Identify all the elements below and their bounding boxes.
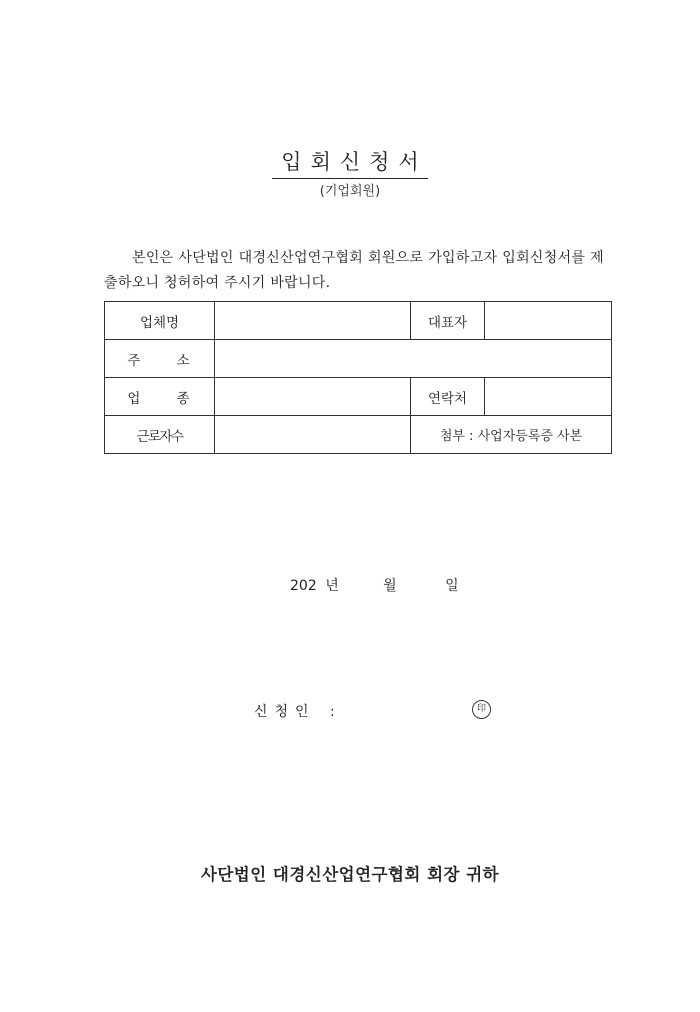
date-year-prefix: 202 <box>290 578 317 594</box>
date-year-unit: 년 <box>325 578 339 594</box>
attachment-note: 첨부 : 사업자등록증 사본 <box>411 416 612 454</box>
address-field[interactable] <box>215 340 612 378</box>
document-title-text: 입회신청서 <box>272 146 427 179</box>
applicant-line <box>254 701 335 721</box>
applicant-label: 신청인 <box>254 704 316 720</box>
application-form-table <box>104 301 612 454</box>
business-type-field[interactable] <box>215 378 411 416</box>
table-row <box>105 340 612 378</box>
application-date <box>290 575 459 595</box>
employees-field[interactable] <box>215 416 411 454</box>
date-month-unit: 월 <box>383 578 397 594</box>
contact-label: 연락처 <box>411 378 485 416</box>
application-statement: 본인은 사단법인 대경신산업연구협회 회원으로 가입하고자 입회신청서를 제출하오니 청허하여 주시기 바랍니다. <box>104 250 604 291</box>
addressee: 사단법인 대경신산업연구협회 회장 귀하 <box>200 865 500 884</box>
contact-field[interactable] <box>485 378 612 416</box>
representative-label: 대표자 <box>411 302 485 340</box>
representative-field[interactable] <box>485 302 612 340</box>
address-label: 주 소 <box>105 340 215 378</box>
table-row <box>105 302 612 340</box>
document-subtitle: (기업회원) <box>319 184 381 199</box>
company-name-field[interactable] <box>215 302 411 340</box>
company-name-label: 업체명 <box>105 302 215 340</box>
applicant-colon: : <box>330 704 335 720</box>
document-title <box>0 146 700 179</box>
table-row <box>105 378 612 416</box>
table-row <box>105 416 612 454</box>
business-type-label: 업 종 <box>105 378 215 416</box>
employees-label: 근로자수 <box>105 416 215 454</box>
date-day-unit: 일 <box>445 578 459 594</box>
seal-mark: 印 <box>472 700 491 719</box>
